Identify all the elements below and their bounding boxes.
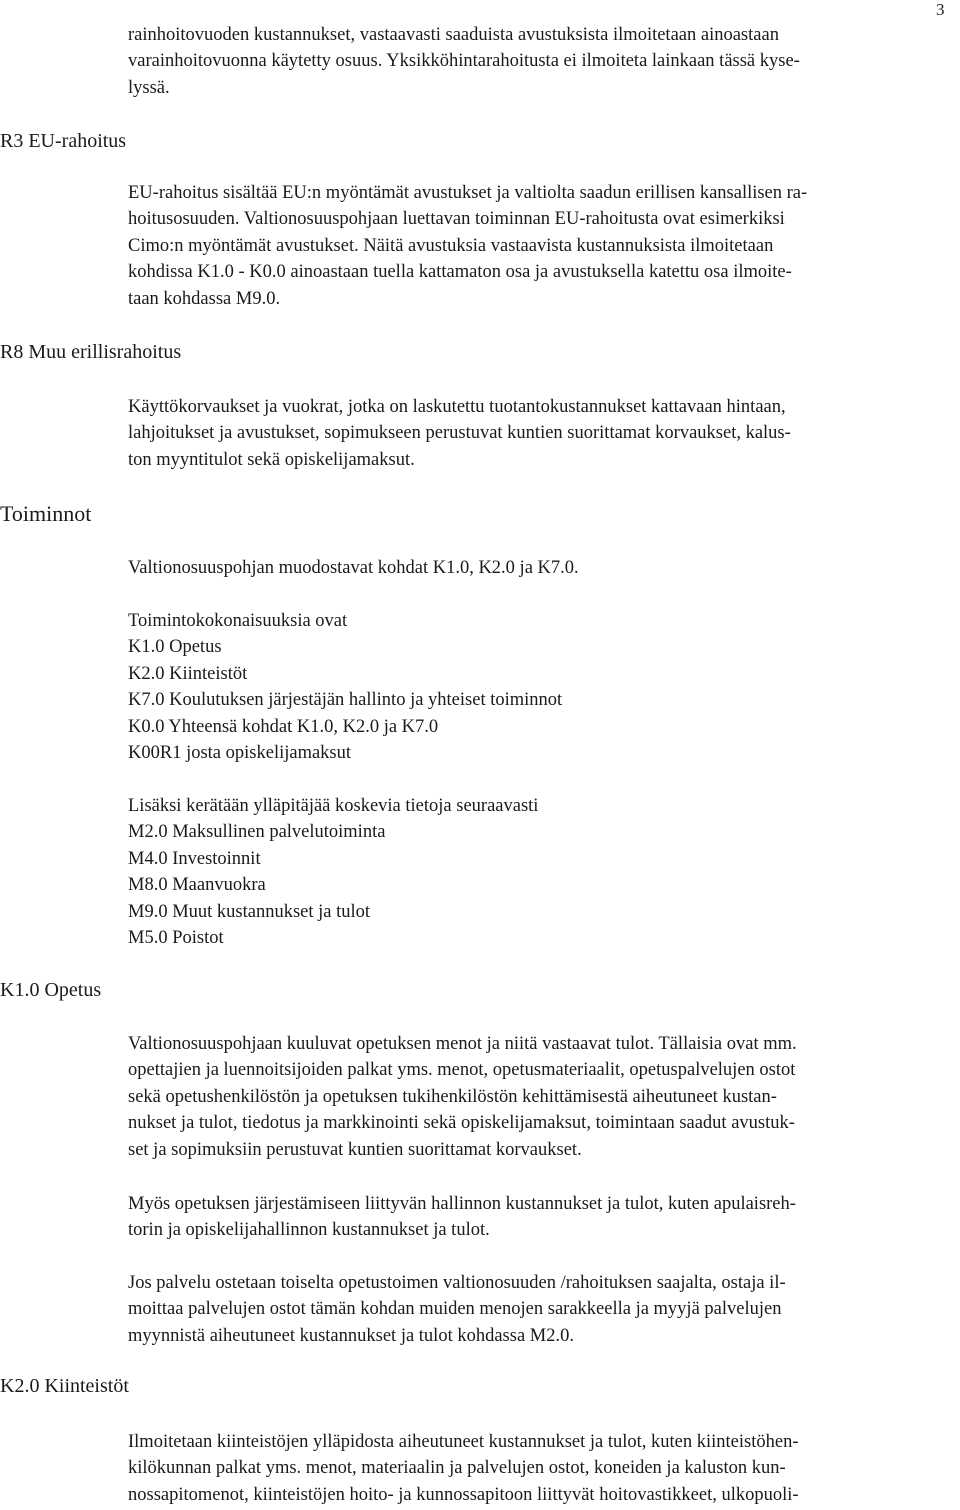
text-line: Valtionosuuspohjan muodostavat kohdat K1.0, K2.0 ja K7.0. bbox=[128, 558, 579, 578]
text-line: Jos palvelu ostetaan toiselta opetustoimen valtionosuuden /rahoituksen saajalta, ostaja il- bbox=[128, 1273, 786, 1293]
text-line: opettajien ja luennoitsijoiden palkat yms. menot, opetusmateriaalit, opetuspalvelujen ostot bbox=[128, 1060, 796, 1081]
list-item: K1.0 Opetus bbox=[128, 637, 222, 658]
text-line: torin ja opiskelijahallinnon kustannukset ja tulot. bbox=[128, 1220, 490, 1241]
text-line: Käyttökorvaukset ja vuokrat, jotka on laskutettu tuotantokustannukset kattavaan hintaan, bbox=[128, 397, 786, 417]
list-item: M8.0 Maanvuokra bbox=[128, 875, 266, 896]
list-lisaksi bbox=[128, 793, 950, 951]
text-line: kilökunnan palkat yms. menot, materiaalin ja palvelujen ostot, koneiden ja kaluston kun- bbox=[128, 1458, 786, 1479]
text-line: kohdissa K1.0 - K0.0 ainoastaan tuella kattamaton osa ja avustuksella katettu osa ilmoite- bbox=[128, 262, 792, 283]
paragraph-intro bbox=[128, 22, 950, 101]
list-title: Toimintokokonaisuuksia ovat bbox=[128, 611, 348, 631]
list-item: K0.0 Yhteensä kohdat K1.0, K2.0 ja K7.0 bbox=[128, 716, 439, 737]
paragraph-r3 bbox=[128, 180, 950, 312]
text-line: taan kohdassa M9.0. bbox=[128, 288, 281, 309]
text-line: Ilmoitetaan kiinteistöjen ylläpidosta aiheutuneet kustannukset ja tulot, kuten kiinteistöhen- bbox=[128, 1432, 799, 1452]
text-line: ton myyntitulot sekä opiskelijamaksut. bbox=[128, 449, 415, 470]
heading-k1-opetus: K1.0 Opetus bbox=[0, 979, 102, 1001]
paragraph-k1-b bbox=[128, 1191, 950, 1244]
list-item: M2.0 Maksullinen palvelutoiminta bbox=[128, 822, 386, 843]
text-line: Valtionosuuspohjaan kuuluvat opetuksen menot ja niitä vastaavat tulot. Tällaisia ovat mm. bbox=[128, 1034, 797, 1054]
text-line: lahjoitukset ja avustukset, sopimukseen perustuvat kuntien suorittamat korvaukset, kalus- bbox=[128, 423, 791, 444]
text-line: lyssä. bbox=[128, 77, 170, 98]
heading-r8-muu-erillisrahoitus: R8 Muu erillisrahoitus bbox=[0, 341, 182, 363]
text-line: nukset ja tulot, tiedotus ja markkinointi sekä opiskelijamaksut, toimintaan saadut avustuk- bbox=[128, 1113, 795, 1134]
text-line: rainhoitovuoden kustannukset, vastaavasti saaduista avustuksista ilmoitetaan ainoastaan bbox=[128, 25, 779, 45]
list-item: K00R1 josta opiskelijamaksut bbox=[128, 743, 352, 764]
text-line: myynnistä aiheutuneet kustannukset ja tulot kohdassa M2.0. bbox=[128, 1325, 574, 1346]
list-title: Lisäksi kerätään ylläpitäjää koskevia tietoja seuraavasti bbox=[128, 796, 539, 816]
heading-r3-eu-rahoitus: R3 EU-rahoitus bbox=[0, 130, 127, 152]
heading-toiminnot: Toiminnot bbox=[0, 501, 92, 526]
text-line: set ja sopimuksiin perustuvat kuntien suorittamat korvaukset. bbox=[128, 1139, 582, 1160]
list-item: M9.0 Muut kustannukset ja tulot bbox=[128, 901, 371, 922]
paragraph-k1-c bbox=[128, 1270, 950, 1349]
paragraph-r8 bbox=[128, 394, 950, 473]
text-line: hoitusosuuden. Valtionosuuspohjaan luettavan toiminnan EU-rahoitusta ovat esimerkiksi bbox=[128, 209, 785, 230]
paragraph-k1-a bbox=[128, 1031, 950, 1163]
list-toimintokokonaisuudet bbox=[128, 608, 950, 766]
page-number: 3 bbox=[936, 0, 945, 19]
heading-k2-kiinteistot: K2.0 Kiinteistöt bbox=[0, 1375, 129, 1397]
text-line: varainhoitovuonna käytetty osuus. Yksikköhintarahoitusta ei ilmoiteta lainkaan tässä kyse- bbox=[128, 51, 800, 72]
text-line: nossapitomenot, kiinteistöjen hoito- ja kunnossapitoon liittyvät hoitovastikkeet, ulkopuoli- bbox=[128, 1484, 799, 1505]
list-item: M5.0 Poistot bbox=[128, 928, 224, 949]
text-line: Cimo:n myöntämät avustukset. Näitä avustuksia vastaavista kustannuksista ilmoitetaan bbox=[128, 235, 774, 256]
text-line: sekä opetushenkilöstön ja opetuksen tukihenkilöstön kehittämisestä aiheutuneet kustan- bbox=[128, 1086, 777, 1107]
text-line: EU-rahoitus sisältää EU:n myöntämät avustukset ja valtiolta saadun erillisen kansallisen ra- bbox=[128, 183, 808, 203]
paragraph-toiminnot bbox=[128, 555, 950, 581]
list-item: K7.0 Koulutuksen järjestäjän hallinto ja yhteiset toiminnot bbox=[128, 690, 563, 711]
list-item: K2.0 Kiinteistöt bbox=[128, 663, 248, 684]
paragraph-k2 bbox=[128, 1429, 950, 1508]
text-line: Myös opetuksen järjestämiseen liittyvän hallinnon kustannukset ja tulot, kuten apulaisreh- bbox=[128, 1194, 796, 1214]
list-item: M4.0 Investoinnit bbox=[128, 848, 261, 869]
text-line: moittaa palvelujen ostot tämän kohdan muiden menojen sarakkeella ja myyjä palvelujen bbox=[128, 1299, 782, 1320]
